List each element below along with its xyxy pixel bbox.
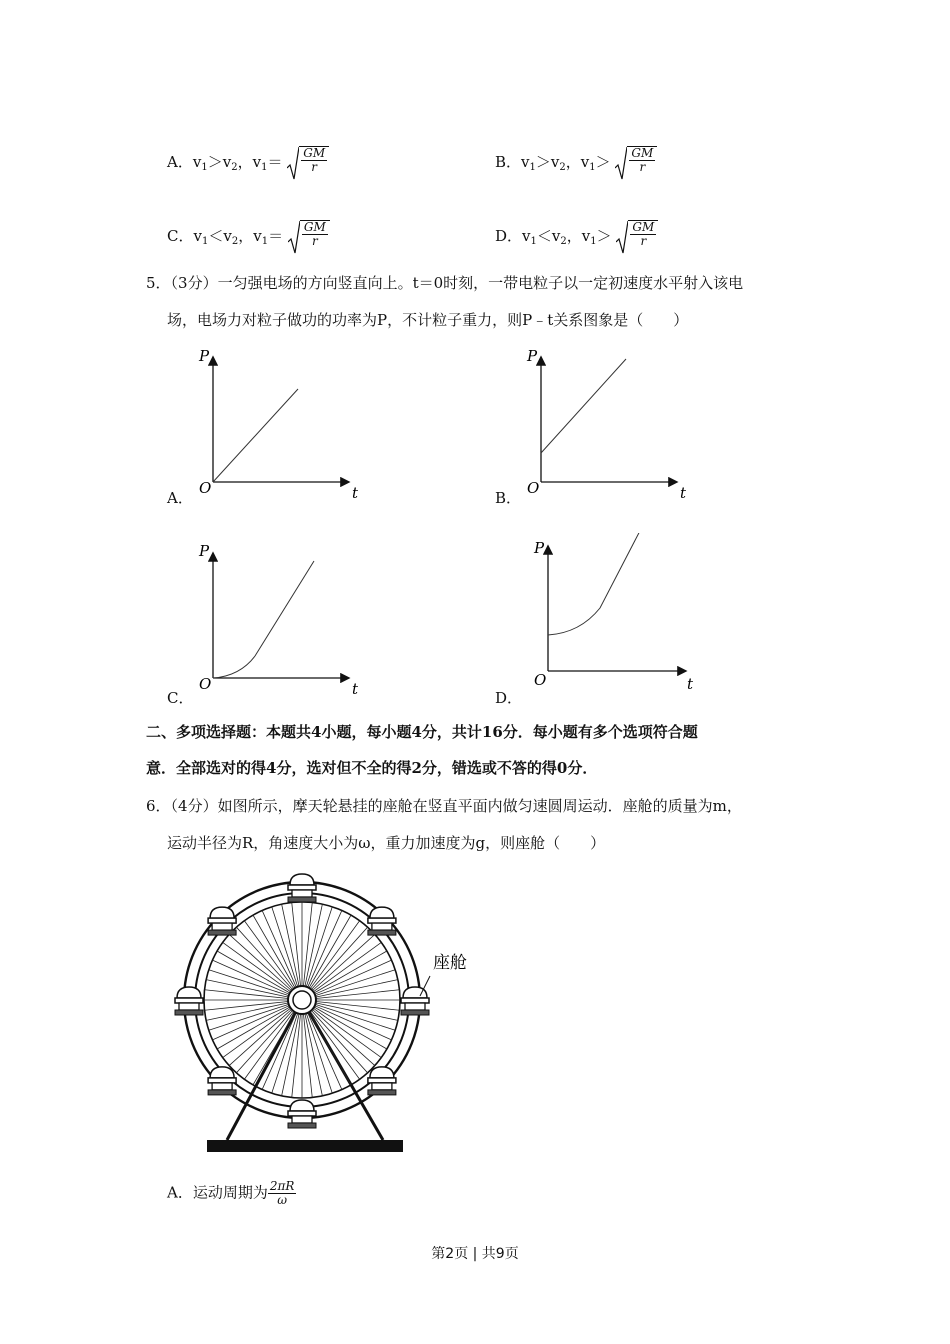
q4-option-b: B．$v_1>v_2$，$v_1>$ $\frac{GM}{r}$ [495,146,657,180]
sqrt-gm-over-r: $\frac{GM}{r}$ [616,220,658,254]
q5-graph-a-label: A． [167,489,193,507]
origin-label: O [527,479,540,497]
q5-graph-d-label: D． [495,689,523,707]
q5-stem-line2: 场，电场力对粒子做功的功率为P，不计粒子重力，则P﹣t关系图象是（ ） [167,311,689,329]
p-t-curve [213,561,314,678]
cabin [208,907,236,935]
cabin [401,987,429,1015]
cabin [208,1067,236,1095]
y-axis-label: P [534,539,545,557]
origin-label: O [199,479,212,497]
x-axis-label: t [352,680,359,698]
sqrt-gm-over-r: $\frac{GM}{r}$ [288,220,330,254]
origin-label: O [534,671,547,689]
wheel-spoke [253,915,295,988]
wheel-spoke [309,1012,351,1085]
y-axis-label: P [527,347,538,365]
cabin [175,987,203,1015]
cabin-label: 座舱 [433,953,467,973]
cabin [288,1100,316,1128]
wheel-spoke [309,915,351,988]
q4-option-c: C．$v_1<v_2$，$v_1=$ $\frac{GM}{r}$ [167,220,330,254]
q4-option-d: D．$v_1<v_2$，$v_1>$ $\frac{GM}{r}$ [495,220,658,254]
wheel-spoke [217,951,290,993]
q5-graph-a[interactable] [190,343,370,512]
page-footer: 第2页 | 共9页 [431,1246,519,1262]
q5-graph-b[interactable] [518,343,698,512]
origin-label: O [199,675,212,693]
wheel-base [207,1140,403,1152]
cabin [368,1067,396,1095]
q5-stem-line1: 5．（3分）一匀强电场的方向竖直向上。t＝0时刻，一带电粒子以一定初速度水平射入该电 [146,274,744,292]
section2-line2: 意．全部选对的得4分，选对但不全的得2分，错选或不答的得0分． [146,759,598,777]
y-axis-label: P [199,347,210,365]
sqrt-gm-over-r: $\frac{GM}{r}$ [287,146,329,180]
q5-graph-b-label: B． [495,489,522,507]
x-axis-label: t [352,484,359,502]
y-axis-label: P [199,542,210,560]
q6-option-a: A．运动周期为 $\frac{2\pi R}{\omega}$ [167,1179,295,1207]
q4-option-a: A．$v_1>v_2$，$v_1=$ $\frac{GM}{r}$ [167,146,329,180]
p-t-line [541,359,626,453]
wheel-spoke [314,951,387,993]
q5-graph-d[interactable] [525,533,705,702]
sqrt-gm-over-r: $\frac{GM}{r}$ [615,146,657,180]
q5-graph-c-label: C． [167,689,194,707]
cabin [288,874,316,902]
wheel-spoke [253,1012,295,1085]
x-axis-label: t [680,484,687,502]
section2-line1: 二、多项选择题：本题共4小题，每小题4分，共计16分．每小题有多个选项符合题 [146,723,698,741]
ferris-wheel-figure [165,868,475,1167]
q6-stem-line2: 运动半径为R，角速度大小为ω，重力加速度为g，则座舱（ ） [167,834,606,852]
q6-stem-line1: 6．（4分）如图所示，摩天轮悬挂的座舱在竖直平面内做匀速圆周运动．座舱的质量为m， [146,797,742,815]
q5-graph-c[interactable] [190,538,370,707]
x-axis-label: t [687,675,694,693]
cabin [368,907,396,935]
p-t-line [213,389,298,482]
p-t-curve [548,533,643,635]
